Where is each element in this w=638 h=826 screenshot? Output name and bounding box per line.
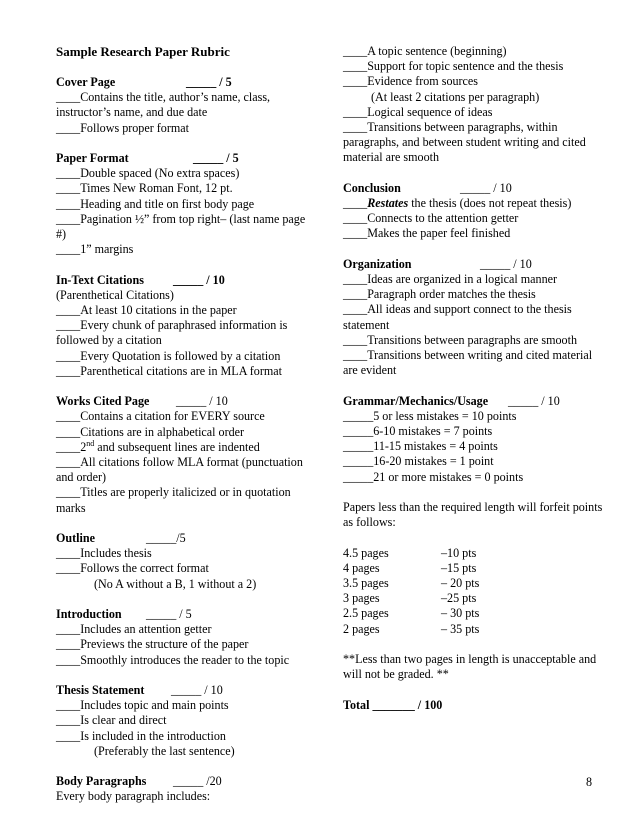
penalty-points: –10 pts	[441, 545, 477, 560]
rubric-item: ____Transitions between writing and cited material are evident	[343, 348, 593, 378]
rubric-item: ____All citations follow MLA format (punctuation and order)	[56, 455, 303, 485]
section-introduction	[56, 607, 308, 668]
penalty-pages: 4.5 pages	[343, 545, 389, 560]
rubric-item: ____Transitions between paragraphs are smooth	[343, 332, 577, 347]
section-thesis-statement	[56, 683, 308, 759]
rubric-note: (Preferably the last sentence)	[94, 743, 235, 758]
rubric-item: ____Is included in the introduction	[56, 728, 226, 743]
section-heading: Introduction	[56, 607, 122, 622]
rubric-item: ____Ideas are organized in a logical manner	[343, 272, 558, 287]
section-heading: Body Paragraphs	[56, 774, 147, 789]
item-text: ____	[343, 196, 368, 211]
penalty-row	[343, 561, 603, 576]
penalty-points: – 30 pts	[441, 606, 480, 621]
section-points: _____ / 10	[480, 256, 532, 271]
rubric-item: ____All ideas and support connect to the thesis statement	[343, 302, 572, 332]
penalty-points: – 20 pts	[441, 576, 480, 591]
rubric-item: ____Parenthetical citations are in MLA format	[56, 363, 283, 378]
section-heading: Outline	[56, 531, 95, 546]
rubric-item: _____21 or more mistakes = 0 points	[343, 469, 524, 484]
rubric-item: ____Contains the title, author’s name, class, instructor’s name, and due date	[56, 90, 271, 120]
length-penalty-table	[343, 546, 603, 637]
rubric-item: ____Makes the paper feel finished	[343, 226, 511, 241]
item-text: the thesis (does not repeat thesis)	[408, 196, 572, 211]
rubric-item: ____At least 10 citations in the paper	[56, 303, 237, 318]
rubric-item: ____Paragraph order matches the thesis	[343, 287, 536, 302]
section-points: _____ / 10	[508, 393, 560, 408]
rubric-item: ____Logical sequence of ideas	[343, 104, 493, 119]
rubric-item: ____Heading and title on first body page	[56, 196, 255, 211]
rubric-item	[343, 196, 603, 211]
penalty-pages: 3.5 pages	[343, 576, 389, 591]
rubric-item: ____Follows the correct format	[56, 561, 209, 576]
penalty-row	[343, 576, 603, 591]
section-paper-format	[56, 151, 308, 257]
rubric-item: ____Contains a citation for EVERY source	[56, 409, 265, 424]
rubric-item: _____6-10 mistakes = 7 points	[343, 424, 493, 439]
section-heading: Conclusion	[343, 180, 401, 195]
section-cover-page	[56, 75, 308, 136]
penalty-pages: 2.5 pages	[343, 606, 389, 621]
rubric-item: ____Includes thesis	[56, 546, 152, 561]
section-body-paragraphs-continued	[343, 44, 603, 166]
rubric-item: ____Follows proper format	[56, 120, 190, 135]
rubric-item: ____Previews the structure of the paper	[56, 637, 249, 652]
rubric-item: ____Includes topic and main points	[56, 698, 229, 713]
item-text: and subsequent lines are indented	[94, 439, 260, 454]
section-points: _____ / 5	[186, 75, 232, 89]
section-heading: Thesis Statement	[56, 683, 145, 698]
penalty-pages: 4 pages	[343, 560, 380, 575]
penalty-points: – 35 pts	[441, 621, 480, 636]
section-subheading: Every body paragraph includes:	[56, 789, 211, 804]
rubric-item: ____Every chunk of paraphrased information is followed by a citation	[56, 318, 288, 348]
penalty-pages: 2 pages	[343, 621, 380, 636]
section-conclusion	[343, 181, 603, 242]
rubric-note: (No A without a B, 1 without a 2)	[94, 576, 257, 591]
rubric-item: ____Smoothly introduces the reader to the topic	[56, 652, 290, 667]
penalty-points: –25 pts	[441, 591, 477, 606]
superscript: nd	[86, 438, 95, 448]
length-note: **Less than two pages in length is unacceptable and will not be graded. **	[343, 652, 597, 682]
section-in-text-citations	[56, 273, 308, 379]
section-heading: Cover Page	[56, 75, 116, 89]
penalty-points: –15 pts	[441, 560, 477, 575]
page-number: 8	[586, 775, 593, 789]
penalty-row	[343, 606, 603, 621]
section-points: _____ / 10	[460, 180, 512, 195]
rubric-item: ____1” margins	[56, 242, 134, 257]
rubric-item: _____5 or less mistakes = 10 points	[343, 408, 517, 423]
section-points: _____ / 10	[173, 272, 225, 287]
rubric-item: ____Evidence from sources	[343, 74, 479, 89]
rubric-item	[56, 440, 308, 455]
section-points: _____ /20	[173, 774, 222, 789]
section-heading: Grammar/Mechanics/Usage	[343, 393, 489, 408]
section-outline	[56, 531, 308, 592]
section-points: _____/5	[146, 531, 186, 546]
section-heading: Organization	[343, 256, 412, 271]
section-heading: Paper Format	[56, 151, 129, 165]
rubric-item: ____Includes an attention getter	[56, 622, 212, 637]
penalty-row	[343, 546, 603, 561]
section-subheading: (Parenthetical Citations)	[56, 287, 174, 302]
rubric-item: ____Is clear and direct	[56, 713, 167, 728]
penalty-row	[343, 591, 603, 606]
section-heading: In-Text Citations	[56, 272, 144, 287]
page-title: Sample Research Paper Rubric	[56, 44, 230, 59]
section-points: _____ / 5	[146, 607, 192, 622]
rubric-item: ____A topic sentence (beginning)	[343, 44, 507, 58]
item-text: ____2	[56, 439, 87, 454]
section-body-paragraphs	[56, 774, 308, 804]
section-heading: Works Cited Page	[56, 394, 150, 409]
section-points: _____ / 10	[176, 394, 228, 409]
rubric-item: _____16-20 mistakes = 1 point	[343, 454, 494, 469]
right-column	[343, 44, 603, 713]
section-points: _____ / 5	[193, 151, 239, 165]
rubric-item: ____Citations are in alphabetical order	[56, 424, 245, 439]
section-points: _____ / 10	[171, 683, 223, 698]
rubric-item: ____Every Quotation is followed by a citation	[56, 348, 281, 363]
rubric-item: ____Pagination ½” from top right– (last name page #)	[56, 211, 306, 242]
rubric-item: ____Titles are properly italicized or in quotation marks	[56, 485, 291, 515]
rubric-item: ____Connects to the attention getter	[343, 211, 519, 226]
section-organization	[343, 257, 603, 379]
left-column	[56, 44, 308, 820]
rubric-item: ____Double spaced (No extra spaces)	[56, 166, 240, 181]
emphasis-text: Restates	[367, 196, 409, 211]
length-policy-intro: Papers less than the required length will forfeit points as follows:	[343, 500, 603, 530]
rubric-item: ____Support for topic sentence and the thesis	[343, 59, 564, 74]
rubric-item: ____Transitions between paragraphs, within paragraphs, and between student writing and cited material are smooth	[343, 120, 586, 165]
total-score: Total _______ / 100	[343, 697, 443, 712]
rubric-item: _____11-15 mistakes = 4 points	[343, 439, 498, 454]
rubric-item: ____Times New Roman Font, 12 pt.	[56, 181, 233, 196]
penalty-row	[343, 622, 603, 637]
rubric-note: (At least 2 citations per paragraph)	[371, 89, 540, 104]
section-works-cited	[56, 394, 308, 516]
section-grammar	[343, 394, 603, 485]
penalty-pages: 3 pages	[343, 591, 380, 606]
